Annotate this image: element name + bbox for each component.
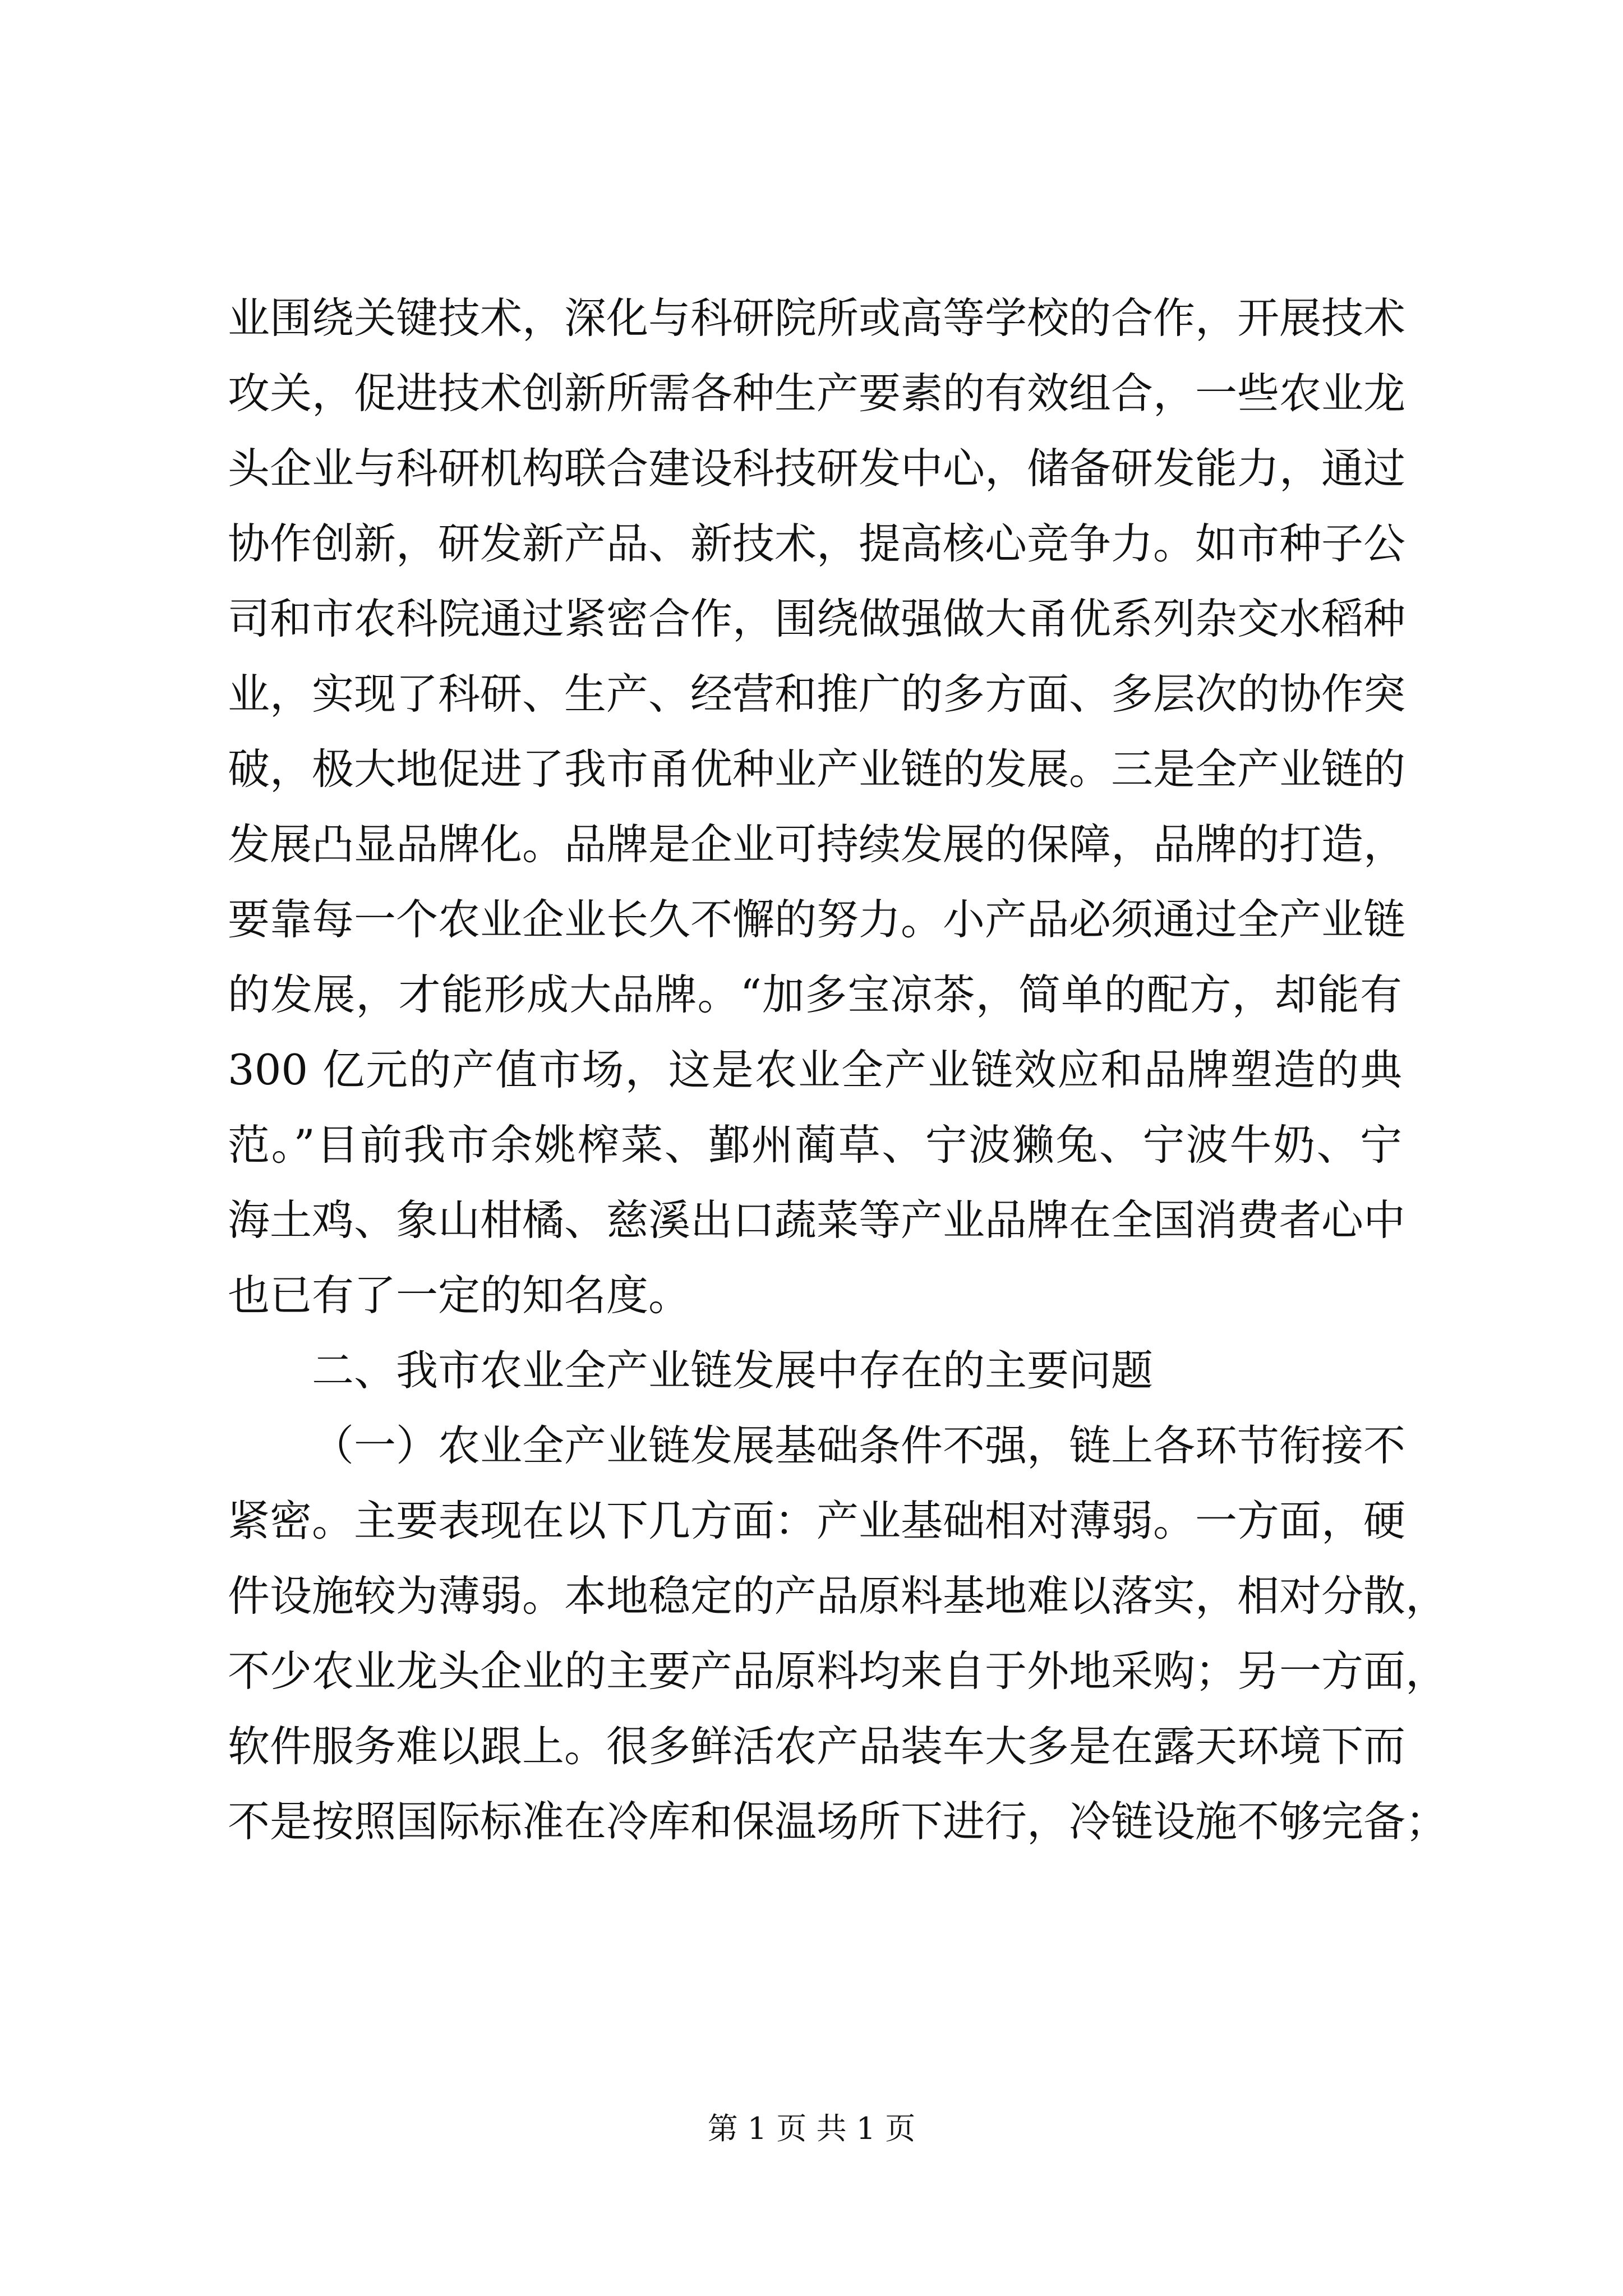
- text-line: 不是按照国际标准在冷库和保温场所下进行，冷链设施不够完备；: [228, 1797, 1448, 1846]
- text-line: 业，实现了科研、生产、经营和推广的多方面、多层次的协作突: [228, 669, 1406, 719]
- text-line: 范。”目前我市余姚榨菜、鄞州蔺草、宁波獭兔、宁波牛奶、宁: [228, 1120, 1402, 1170]
- text-line: 件设施较为薄弱。本地稳定的产品原料基地难以落实，相对分散，: [228, 1571, 1448, 1621]
- section-heading: 二、我市农业全产业链发展中存在的主要问题: [312, 1346, 1154, 1395]
- text-line: 要靠每一个农业企业长久不懈的努力。小产品必须通过全产业链: [228, 895, 1406, 944]
- page-footer: [0, 2109, 1623, 2148]
- text-line: 软件服务难以跟上。很多鲜活农产品装车大多是在露天环境下而: [228, 1722, 1406, 1771]
- body-text: [228, 280, 1448, 1859]
- text-line: 头企业与科研机构联合建设科技研发中心，储备研发能力，通过: [228, 444, 1406, 493]
- text-line: 业围绕关键技术，深化与科研院所或高等学校的合作，开展技术: [228, 293, 1406, 343]
- text-line: 司和市农科院通过紧密合作，围绕做强做大甬优系列杂交水稻种: [228, 594, 1406, 643]
- text-line: 海土鸡、象山柑橘、慈溪出口蔬菜等产业品牌在全国消费者心中: [228, 1195, 1406, 1245]
- subsection-heading-line: （一）农业全产业链发展基础条件不强，链上各环节衔接不: [312, 1421, 1406, 1470]
- text-line: 破，极大地促进了我市甬优种业产业链的发展。三是全产业链的: [228, 744, 1406, 794]
- page-number: 第 1 页 共 1 页: [707, 2111, 916, 2146]
- text-line: 300 亿元的产值市场，这是农业全产业链效应和品牌塑造的典: [228, 1045, 1402, 1094]
- text-line: 紧密。主要表现在以下几方面：产业基础相对薄弱。一方面，硬: [228, 1496, 1406, 1545]
- text-line: 不少农业龙头企业的主要产品原料均来自于外地采购；另一方面，: [228, 1646, 1448, 1696]
- text-line: 也已有了一定的知名度。: [228, 1271, 691, 1320]
- text-line: 发展凸显品牌化。品牌是企业可持续发展的保障，品牌的打造，: [228, 820, 1406, 869]
- text-line: 攻关，促进技术创新所需各种生产要素的有效组合，一些农业龙: [228, 369, 1406, 418]
- text-line: 协作创新，研发新产品、新技术，提高核心竞争力。如市种子公: [228, 519, 1406, 568]
- text-line: 的发展，才能形成大品牌。“加多宝凉茶，简单的配方，却能有: [228, 970, 1402, 1019]
